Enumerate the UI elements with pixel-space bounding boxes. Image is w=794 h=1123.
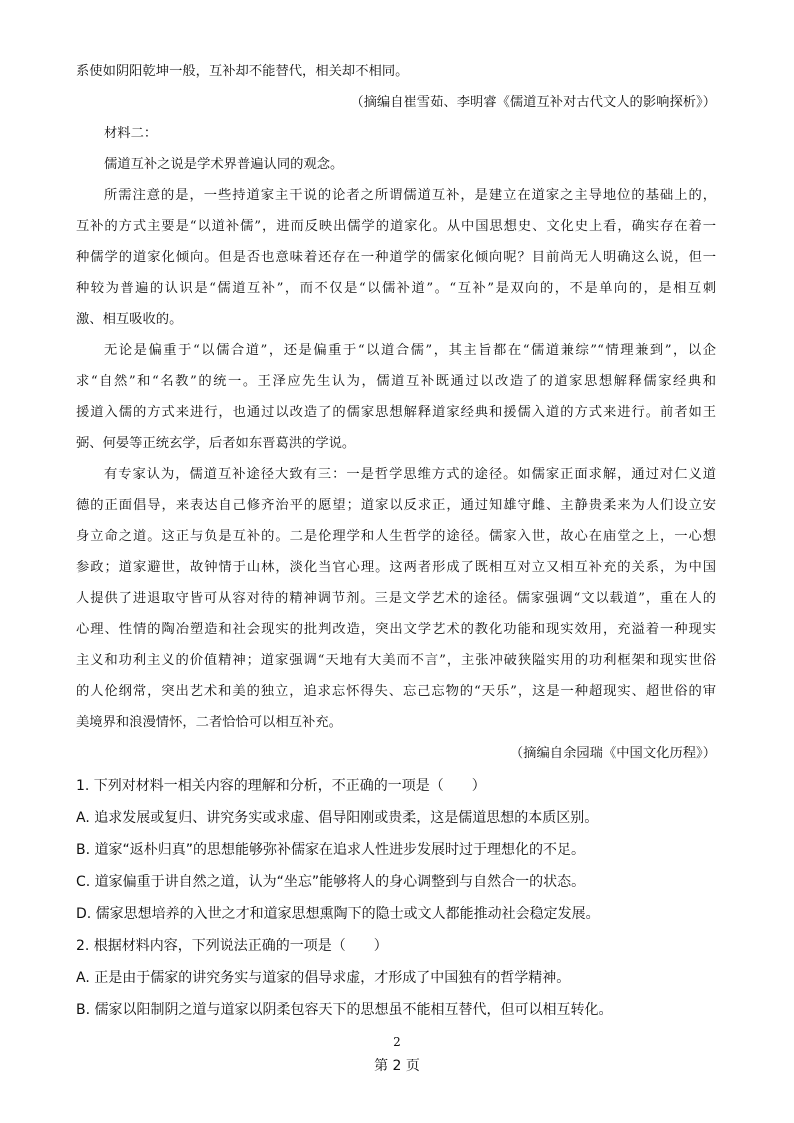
question-1-option-b: B. 道家“返朴归真”的思想能够弥补儒家在追求人性进步发展时过于理想化的不足。 [76,842,586,858]
paragraph-line: 儒道互补之说是学术界普遍认同的观念。 [104,157,344,172]
paragraph-line: 所需注意的是，一些持道家主干说的论者之所谓儒道互补，是建立在道家之主导地位的基础上的， [104,188,716,203]
material1-last-line: 系使如阴阳乾坤一般，互补却不能替代，相关却不相同。 [76,64,409,79]
paragraph-line: 德的正面倡导，来表达自己修齐治平的愿望；道家以反求正，通过知雄守雌、主静贵柔来为人们设立安 [76,498,716,513]
paragraph-line: 互补的方式主要是“以道补儒”，进而反映出儒学的道家化。从中国思想史、文化史上看，确实存在着一 [76,219,716,234]
paragraph-line: 人提供了进退取守皆可从容对待的精神调节剂。三是文学艺术的途径。儒家强调“文以载道”，重在人的 [76,591,716,606]
question-2-stem: 2. 根据材料内容，下列说法正确的一项是（ ） [76,938,388,954]
footer-page-label: 第 2 页 [374,1058,420,1074]
paragraph-line: 种较为普遍的认识是“儒道互补”，而不仅是“以儒补道”。“互补”是双向的，不是单向的，是相互刺 [76,281,716,296]
question-1-option-d: D. 儒家思想培养的入世之才和道家思想熏陶下的隐士或文人都能推动社会稳定发展。 [76,906,600,922]
material2-source: （摘编自余园瑞《中国文化历程》） [509,746,716,761]
paragraph-line: 主义和功利主义的价值精神；道家强调“天地有大美而不言”，主张冲破狭隘实用的功利框架和现实世俗 [76,653,716,668]
paragraph-line: 美境界和浪漫情怀，二者恰恰可以相互补充。 [76,715,342,730]
question-1-stem: 1. 下列对材料一相关内容的理解和分析，不正确的一项是（ ） [76,778,486,794]
paragraph-line: 援道入儒的方式来进行，也通过以改造了的儒家思想解释道家经典和援儒入道的方式来进行。前者如王 [76,405,716,420]
paragraph-line: 身立命之道。这正与负是互补的。二是伦理学和人生哲学的途径。儒家入世，故心在庙堂之上，一心想 [76,529,716,544]
paragraph-line: 无论是偏重于“以儒合道”，还是偏重于“以道合儒”，其主旨都在“儒道兼综”“情理兼到”，以企 [104,343,716,358]
paragraph-line: 有专家认为，儒道互补途径大致有三：一是哲学思维方式的途径。如儒家正面求解，通过对仁义道 [104,467,716,482]
paragraph-line: 的人伦纲常，突出艺术和美的独立，追求忘怀得失、忘己忘物的“天乐”，这是一种超现实、超世俗的审 [76,684,716,699]
question-2-option-b: B. 儒家以阳制阴之道与道家以阴柔包容天下的思想虽不能相互替代，但可以相互转化。 [76,1002,613,1018]
question-2-option-a: A. 正是由于儒家的讲究务实与道家的倡导求虚，才形成了中国独有的哲学精神。 [76,970,571,986]
paragraph-line: 种儒学的道家化倾向。但是否也意味着还存在一种道学的儒家化倾向呢？目前尚无人明确这么说，但一 [76,250,716,265]
question-1-option-a: A. 追求发展或复归、讲究务实或求虚、倡导阳刚或贵柔，这是儒道思想的本质区别。 [76,810,599,826]
paragraph-line: 求“自然”和“名教”的统一。王泽应先生认为，儒道互补既通过以改造了的道家思想解释儒家经典和 [76,374,716,389]
paragraph-line: 参政；道家避世，故钟情于山林，淡化当官心理。这两者形成了既相互对立又相互补充的关系，为中国 [76,560,716,575]
footer-page-number: 2 [393,1035,401,1049]
paragraph-line: 弼、何晏等正统玄学，后者如东晋葛洪的学说。 [76,436,356,451]
paragraph-line: 心理、性情的陶冶塑造和社会现实的批判改造，突出文学艺术的教化功能和现实效用，充溢着一种现实 [76,622,716,637]
material2-heading: 材料二： [104,126,158,141]
paragraph-line: 激、相互吸收的。 [76,312,183,327]
question-1-option-c: C. 道家偏重于讲自然之道，认为“坐忘”能够将人的身心调整到与自然合一的状态。 [76,874,586,890]
material1-source: （摘编自崔雪茹、李明睿《儒道互补对古代文人的影响探析》） [350,95,716,110]
